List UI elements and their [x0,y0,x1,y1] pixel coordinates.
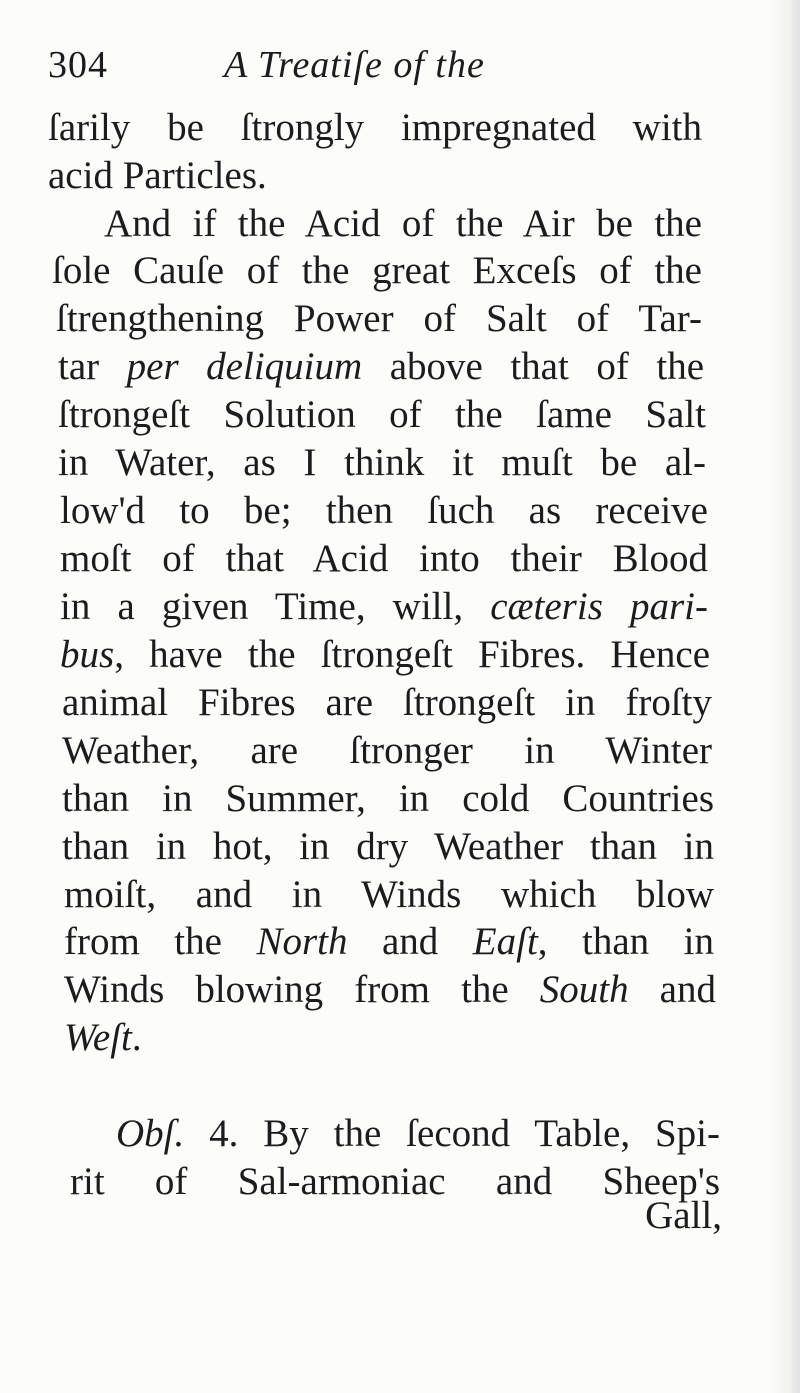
catchword: Gall, [645,1194,722,1237]
text-segment: Weather, are ſtronger in Winter [62,729,712,772]
text-line [62,679,712,727]
text-segment: moſt of that Acid into their Blood [60,537,708,580]
text-segment: low'd to be; then ſuch as receive [60,489,708,532]
italic-segment: Obſ. [116,1112,185,1155]
text-line [104,200,702,248]
text-line [58,391,706,439]
page-number: 304 [48,44,108,86]
text-segment: ſtrengthening Power of Salt of Tar- [56,297,702,340]
italic-segment: South [539,968,629,1011]
running-head: A Treatiſe of the [224,44,485,86]
text-line [60,487,708,535]
text-line [58,439,706,487]
text-segment: from the [64,920,257,963]
text-line [64,871,714,919]
italic-segment: per deliquium [126,345,363,388]
text-line [70,1158,720,1206]
text-segment: . [131,1016,142,1059]
text-segment: 4. By the ſecond Table, Spi- [184,1112,720,1155]
text-line [60,583,708,631]
text-line [56,295,702,343]
italic-segment: North [256,920,348,963]
text-line [64,1014,716,1062]
text-line [52,247,702,295]
text-line [62,727,712,775]
text-segment: , have the ſtrongeſt Fibres. Hence [114,633,710,676]
text-segment: ſarily be ſtrongly impregnated with [48,106,702,149]
text-segment: than in hot, in dry Weather than in [62,825,714,868]
text-segment: tar [58,345,127,388]
text-segment: And if the Acid of the Air be the [104,202,702,245]
text-line [60,535,708,583]
text-line [116,1110,720,1158]
text-line [64,918,714,966]
text-segment: Winds blowing from the [64,968,540,1011]
text-line [64,966,716,1014]
text-line [48,104,702,152]
text-segment: acid Particles. [48,154,267,197]
text-segment: ſole Cauſe of the great Exceſs of the [52,249,702,292]
text-segment: moiſt, and in Winds which blow [64,873,714,916]
text-line [58,343,704,391]
text-segment: above that of the [362,345,705,388]
text-line [62,823,714,871]
text-segment: , than in [537,920,714,963]
text-segment: than in Summer, in cold Countries [62,777,714,820]
italic-segment: cæteris pari- [490,585,708,628]
text-line [60,631,710,679]
italic-segment: Eaſt [472,920,538,963]
text-line [62,775,714,823]
text-segment: in a given Time, will, [60,585,491,628]
text-segment: and [347,920,473,963]
text-segment: ſtrongeſt Solution of the ſame Salt [58,393,706,436]
text-line [48,152,702,200]
text-segment: and [628,968,716,1011]
text-segment: in Water, as I think it muſt be al- [58,441,706,484]
italic-segment: bus [60,633,115,676]
italic-segment: Weſt [64,1016,132,1059]
text-segment: rit of Sal-armoniac and Sheep's [70,1160,720,1203]
text-segment: animal Fibres are ſtrongeſt in froſty [62,681,712,724]
